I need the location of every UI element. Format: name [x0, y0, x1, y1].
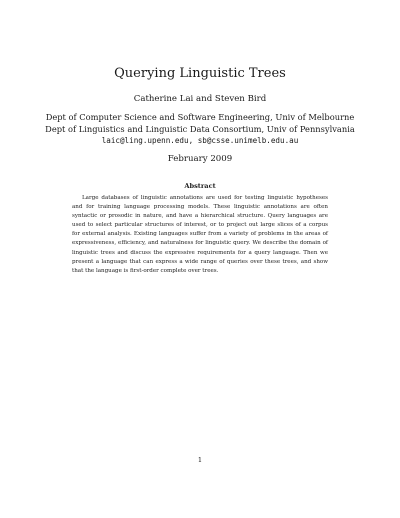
paper-date: February 2009 — [167, 154, 233, 164]
abstract-body: Large databases of linguistic annotations are used for testing linguistic hypotheses and for training language processing models. These linguistic annotations are often syntactic or prosodic in nature, and have a hierarchical structure. Query languages are used to select particular structures of interest, or to project out large slices of a corpus for external analysis. Existing languages suffer from a variety of problems in the areas of expressiveness, efficiency, and naturalness for linguistic query. We describe the domain of linguistic trees and discuss the expressive requirements for a query language. Then we present a language that can express a wide range of queries over these trees, and show that the language is first-order complete over trees. — [72, 195, 328, 274]
affiliation-2: Dept of Linguistics and Linguistic Data Consortium, Univ of Pennsylvania — [45, 124, 355, 134]
abstract-heading: Abstract — [184, 182, 216, 190]
page-number: 1 — [197, 456, 203, 464]
paper-authors: Catherine Lai and Steven Bird — [133, 94, 267, 104]
affiliation-1: Dept of Computer Science and Software Engineering, Univ of Melbourne — [45, 112, 355, 122]
paper-title: Querying Linguistic Trees — [114, 66, 286, 81]
author-emails: laic@ling.upenn.edu, sb@csse.unimelb.edu.au — [101, 136, 299, 145]
